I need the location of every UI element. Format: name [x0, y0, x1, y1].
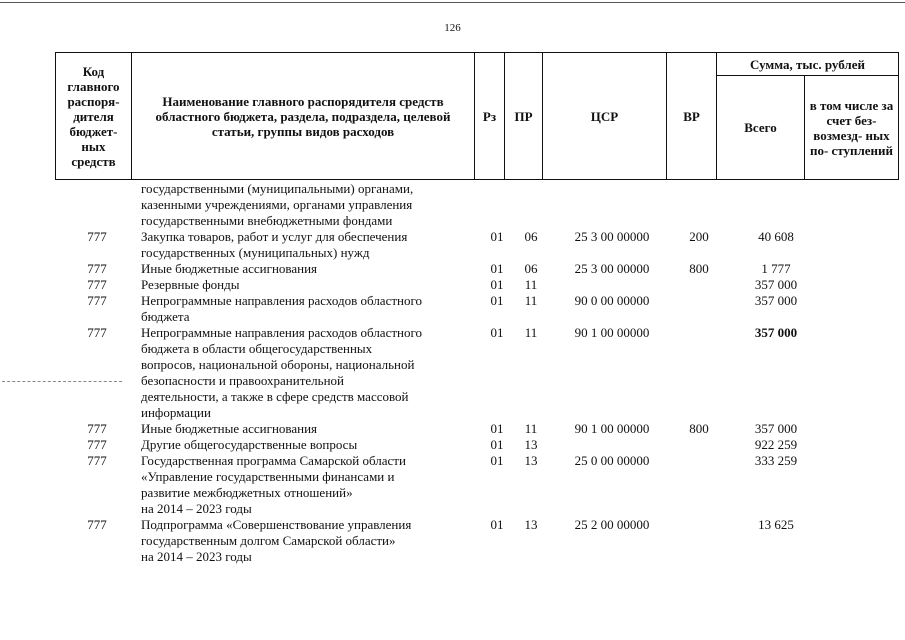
- header-csr: ЦСР: [543, 53, 667, 180]
- scan-artifact: [2, 381, 122, 382]
- cell-total: 13 625: [758, 517, 794, 532]
- cell-csr: 25 3 00 00000: [574, 261, 650, 276]
- cell-rz: 01: [490, 453, 504, 468]
- cell-total: 357 000: [754, 325, 798, 340]
- header-incl: в том числе за счет без- возмезд- ных по- ступлений: [805, 76, 899, 180]
- cell-pr: 11: [524, 421, 538, 436]
- cell-code: 777: [87, 437, 107, 452]
- top-rule: [0, 2, 905, 3]
- cell-vr: 800: [689, 421, 709, 436]
- header-rz: Рз: [475, 53, 505, 180]
- cell-code: 777: [87, 277, 107, 292]
- cell-code: 777: [87, 421, 107, 436]
- cell-total: 357 000: [754, 293, 798, 308]
- cell-name: Иные бюджетные ассигнования: [141, 421, 318, 436]
- table-row: [0, 181, 905, 229]
- cell-vr: 800: [689, 261, 709, 276]
- cell-rz: 01: [490, 293, 504, 308]
- cell-csr: 25 0 00 00000: [574, 453, 650, 468]
- cell-pr: 13: [524, 453, 538, 468]
- cell-name: Закупка товаров, работ и услуг для обеспечения государственных (муниципальных) нужд: [141, 229, 408, 260]
- cell-csr: 90 1 00 00000: [574, 421, 650, 436]
- cell-total: 1 777: [761, 261, 791, 276]
- table-row: [0, 277, 905, 293]
- cell-pr: 13: [524, 517, 538, 532]
- cell-code: 777: [87, 229, 107, 244]
- cell-name: Резервные фонды: [141, 277, 240, 292]
- table-row: [0, 293, 905, 325]
- cell-csr: 25 2 00 00000: [574, 517, 650, 532]
- cell-code: 777: [87, 293, 107, 308]
- cell-total: 922 259: [754, 437, 798, 452]
- cell-csr: 90 1 00 00000: [574, 325, 650, 340]
- cell-total: 333 259: [754, 453, 798, 468]
- cell-rz: 01: [490, 421, 504, 436]
- cell-rz: 01: [490, 437, 504, 452]
- cell-total: 357 000: [754, 421, 798, 436]
- header-pr: ПР: [505, 53, 543, 180]
- table-row: [0, 229, 905, 261]
- page-number: 126: [444, 22, 461, 34]
- table-row: [0, 517, 905, 565]
- cell-pr: 11: [524, 325, 538, 340]
- cell-pr: 11: [524, 293, 538, 308]
- table-row: [0, 421, 905, 437]
- cell-pr: 11: [524, 277, 538, 292]
- cell-pr: 06: [524, 229, 538, 244]
- cell-rz: 01: [490, 277, 504, 292]
- table-row: [0, 437, 905, 453]
- cell-total: 40 608: [758, 229, 794, 244]
- cell-rz: 01: [490, 517, 504, 532]
- cell-pr: 13: [524, 437, 538, 452]
- header-name: Наименование главного распорядителя средств областного бюджета, раздела, подраздела, целевой статьи, группы видов расходов: [132, 53, 475, 180]
- cell-rz: 01: [490, 325, 504, 340]
- cell-name: Иные бюджетные ассигнования: [141, 261, 318, 276]
- cell-pr: 06: [524, 261, 538, 276]
- cell-name: Государственная программа Самарской области «Управление государственными финансами и развитие межбюджетных отношений» на 2014 – 2023 годы: [141, 453, 406, 516]
- header-vr: ВР: [667, 53, 717, 180]
- table-header: [55, 52, 899, 180]
- cell-name: Другие общегосударственные вопросы: [141, 437, 358, 452]
- cell-csr: 90 0 00 00000: [574, 293, 650, 308]
- cell-rz: 01: [490, 261, 504, 276]
- cell-name: Непрограммные направления расходов областного бюджета: [141, 293, 422, 324]
- cell-code: 777: [87, 517, 107, 532]
- cell-vr: 200: [689, 229, 709, 244]
- cell-csr: 25 3 00 00000: [574, 229, 650, 244]
- cell-total: 357 000: [754, 277, 798, 292]
- header-code: Код главного распоря- дителя бюджет- ных средств: [56, 53, 132, 180]
- header-total: Всего: [717, 76, 805, 180]
- table-row: [0, 325, 905, 421]
- table-row: [0, 261, 905, 277]
- cell-name: Подпрограмма «Совершенствование управления государственным долгом Самарской области» на 2014 – 2023 годы: [141, 517, 412, 564]
- cell-name: Непрограммные направления расходов областного бюджета в области общегосударственных вопросов, национальной обороны, национальной безопасности и правоохранительной деятельности, а также в сфере средств массовой информации: [141, 325, 422, 420]
- cell-code: 777: [87, 325, 107, 340]
- header-sum: Сумма, тыс. рублей: [717, 53, 899, 76]
- table-row: [0, 453, 905, 517]
- cell-code: 777: [87, 261, 107, 276]
- cell-rz: 01: [490, 229, 504, 244]
- cell-code: 777: [87, 453, 107, 468]
- cell-name: государственными (муниципальными) органами, казенными учреждениями, органами управления государственными внебюджетными фондами: [141, 181, 414, 228]
- table-body: [0, 181, 905, 565]
